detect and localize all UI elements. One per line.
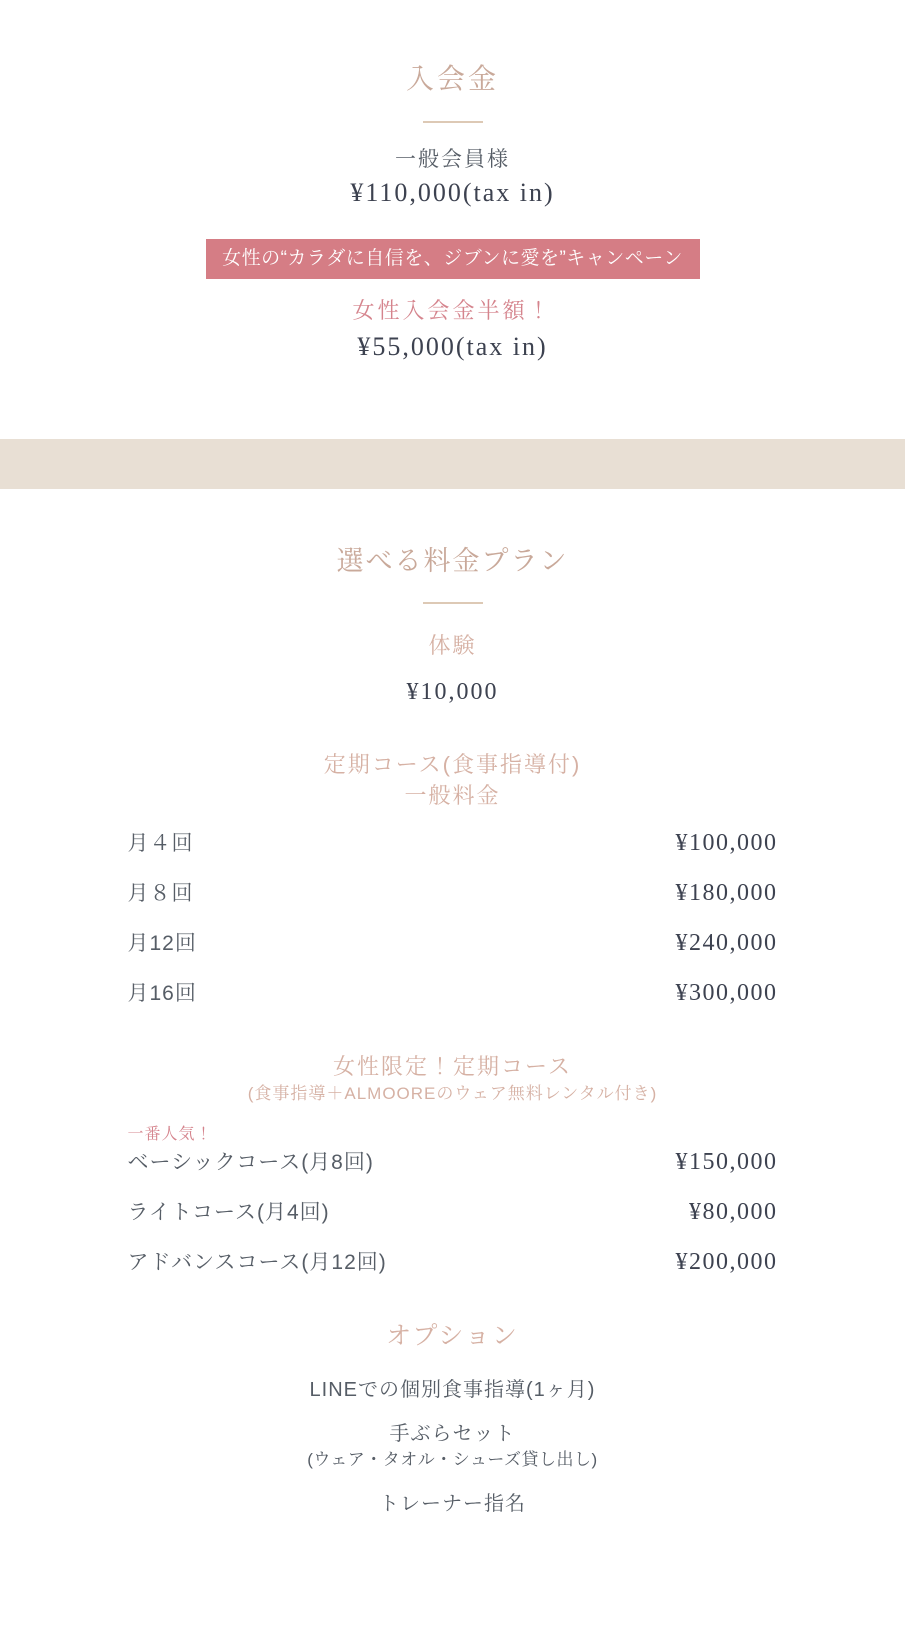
campaign-banner: 女性の“カラダに自信を、ジブンに愛を”キャンペーン [206, 239, 700, 279]
plan-label: ベーシックコース(月8回) [127, 1151, 374, 1174]
women-only-course-rows [128, 1146, 778, 1276]
women-only-course-subtitle: (食事指導＋ALMOOREのウェア無料レンタル付き) [247, 1084, 658, 1103]
campaign-half-price-label: 女性入会金半額！ [352, 298, 553, 323]
regular-course-title-line1: 定期コース(食事指導付) [323, 752, 582, 777]
plan-price: ¥200,000 [675, 1249, 778, 1275]
plan-price: ¥150,000 [675, 1149, 778, 1175]
plan-label: 月８回 [127, 882, 194, 905]
table-row [128, 1246, 778, 1276]
plan-label: 月４回 [127, 832, 194, 855]
section-divider-band [0, 439, 905, 489]
plan-label: 月16回 [127, 982, 197, 1005]
option-item-rental-set: 手ぶらセット [389, 1423, 516, 1445]
table-row [128, 877, 778, 907]
plan-label: 月12回 [127, 932, 197, 955]
admission-title: 入会金 [405, 63, 499, 94]
option-item-rental-set-note: (ウェア・タオル・シューズ貸し出し) [307, 1450, 598, 1469]
member-price: ¥110,000(tax in) [350, 178, 555, 207]
plans-title: 選べる料金プラン [336, 546, 569, 576]
most-popular-badge: 一番人気！ [127, 1126, 213, 1143]
admission-section [0, 0, 905, 365]
table-row [128, 927, 778, 957]
plan-price: ¥180,000 [675, 880, 778, 906]
plans-section [0, 489, 905, 1626]
regular-course-title-line2: 一般料金 [404, 783, 501, 808]
plan-label: アドバンスコース(月12回) [127, 1251, 387, 1274]
plan-price: ¥300,000 [675, 980, 778, 1006]
option-item-line-coaching: LINEでの個別食事指導(1ヶ月) [309, 1379, 596, 1401]
table-row [128, 1146, 778, 1176]
options-title: オプション [386, 1322, 519, 1350]
table-row [128, 977, 778, 1007]
member-label: 一般会員様 [395, 148, 510, 171]
regular-course-rows [128, 827, 778, 1007]
plan-price: ¥100,000 [675, 830, 778, 856]
trial-price: ¥10,000 [406, 679, 499, 705]
plan-price: ¥80,000 [689, 1199, 778, 1225]
regular-course-title [128, 749, 778, 811]
option-item-trainer-nomination: トレーナー指名 [379, 1493, 526, 1515]
table-row [128, 827, 778, 857]
trial-label: 体験 [428, 633, 477, 658]
table-row [128, 1196, 778, 1226]
plan-label: ライトコース(月4回) [127, 1201, 330, 1224]
plans-title-underline [423, 602, 483, 604]
admission-title-underline [423, 121, 483, 123]
campaign-price: ¥55,000(tax in) [357, 332, 548, 361]
plan-price: ¥240,000 [675, 930, 778, 956]
women-only-course-title: 女性限定！定期コース [333, 1054, 572, 1079]
